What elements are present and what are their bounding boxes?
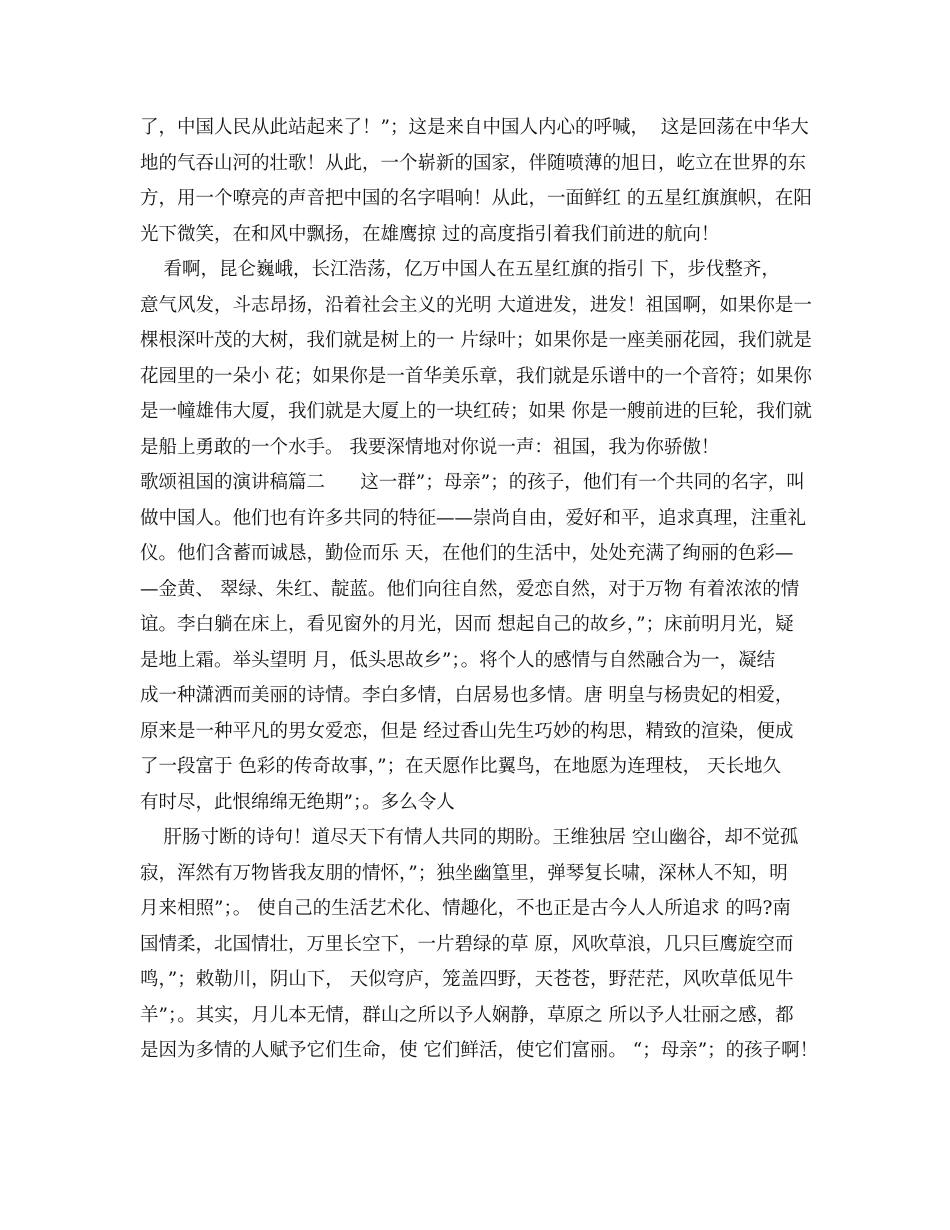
text-line: 方，用一个嘹亮的声音把中国的名字唱响！从此，一面鲜红 的五星红旗旗帜，在阳 — [140, 188, 812, 209]
text-line: 是因为多情的人赋予它们生命，使 它们鲜活，使它们富丽。 “；母亲”；的孩子啊！ — [140, 1040, 819, 1061]
body-text — [140, 110, 830, 1069]
text-line: 是一幢雄伟大厦，我们就是大厦上的一块红砖；如果 你是一艘前进的巨轮，我们就 — [140, 401, 812, 422]
text-line: 羊”；。其实，月儿本无情，群山之所以予人娴静，草原之 所以予人壮丽之感，都 — [140, 1004, 794, 1026]
text-line: 意气风发，斗志昂扬，沿着社会主义的光明 大道进发，进发！祖国啊，如果你是一 — [140, 294, 812, 316]
text-line: 原来是一种平凡的男女爱恋，但是 经过香山先生巧妙的构思，精致的渲染，便成 — [140, 720, 794, 742]
text-line: 做中国人。他们也有许多共同的特征——崇尚自由，爱好和平，追求真理，注重礼 — [140, 507, 807, 529]
text-line: 了一段富于 色彩的传奇故事，”；在天愿作比翼鸟，在地愿为连理枝， 天长地久 — [140, 756, 781, 777]
text-line: 是地上霜。举头望明 月，低头思故乡”；。将个人的感情与自然融合为一，凝结 — [140, 649, 776, 671]
text-line: 棵根深叶茂的大树，我们就是树上的一 片绿叶；如果你是一座美丽花园，我们就是 — [140, 330, 812, 351]
text-line: 了，中国人民从此站起来了！”；这是来自中国人内心的呼喊， 这是回荡在中华大 — [140, 117, 809, 138]
text-line: 月来相照”；。 使自己的生活艺术化、情趣化，不也正是古今人人所追求 的吗?南 — [140, 898, 791, 919]
text-line: 国情柔，北国情壮，万里长空下，一片碧绿的草 原，风吹草浪，几只巨鹰旋空而 — [140, 933, 794, 955]
text-line: 花园里的一朵小 花；如果你是一首华美乐章，我们就是乐谱中的一个音符；如果你 — [140, 365, 812, 387]
text-line: 谊。李白躺在床上，看见窗外的月光，因而 想起自己的故乡，”；床前明月光，疑 — [140, 614, 794, 635]
text-line: 是船上勇敢的一个水手。 我要深情地对你说一声：祖国，我为你骄傲！ — [140, 436, 720, 458]
text-line: 地的气吞山河的壮歌！从此，一个崭新的国家，伴随喷薄的旭日，屹立在世界的东 — [140, 152, 807, 174]
paragraph-start-line: 看啊，昆仑巍峨，长江浩荡，亿万中国人在五星红旗的指引 下，步伐整齐， — [140, 259, 780, 280]
paragraph-start-line: 肝肠寸断的诗句！道尽天下有情人共同的期盼。王维独居 空山幽谷，却不觉孤 — [140, 827, 799, 848]
text-line: 寂，浑然有万物皆我友朋的情怀，”；独坐幽篁里，弹琴复长啸，深林人不知，明 — [140, 862, 788, 884]
section-heading-line: 歌颂祖国的演讲稿篇二 这一群”；母亲”；的孩子，他们有一个共同的名字，叫 — [140, 472, 805, 493]
text-line: 有时尽，此恨绵绵无绝期”；。多么令人 — [140, 791, 455, 813]
text-line: 光下微笑，在和风中飘扬，在雄鹰掠 过的高度指引着我们前进的航向！ — [140, 223, 720, 245]
text-line: 仪。他们含蓄而诚恳，勤俭而乐 天，在他们的生活中，处处充满了绚丽的色彩— — [140, 543, 794, 564]
text-line: 鸣，”；敕勒川，阴山下， 天似穹庐，笼盖四野，天苍苍，野茫茫，风吹草低见牛 — [140, 969, 794, 990]
text-line: —金黄、 翠绿、朱红、靛蓝。他们向往自然，爱恋自然，对于万物 有着浓浓的情 — [140, 578, 800, 600]
text-line: 成一种潇洒而美丽的诗情。李白多情，白居易也多情。唐 明皇与杨贵妃的相爱， — [140, 685, 794, 706]
